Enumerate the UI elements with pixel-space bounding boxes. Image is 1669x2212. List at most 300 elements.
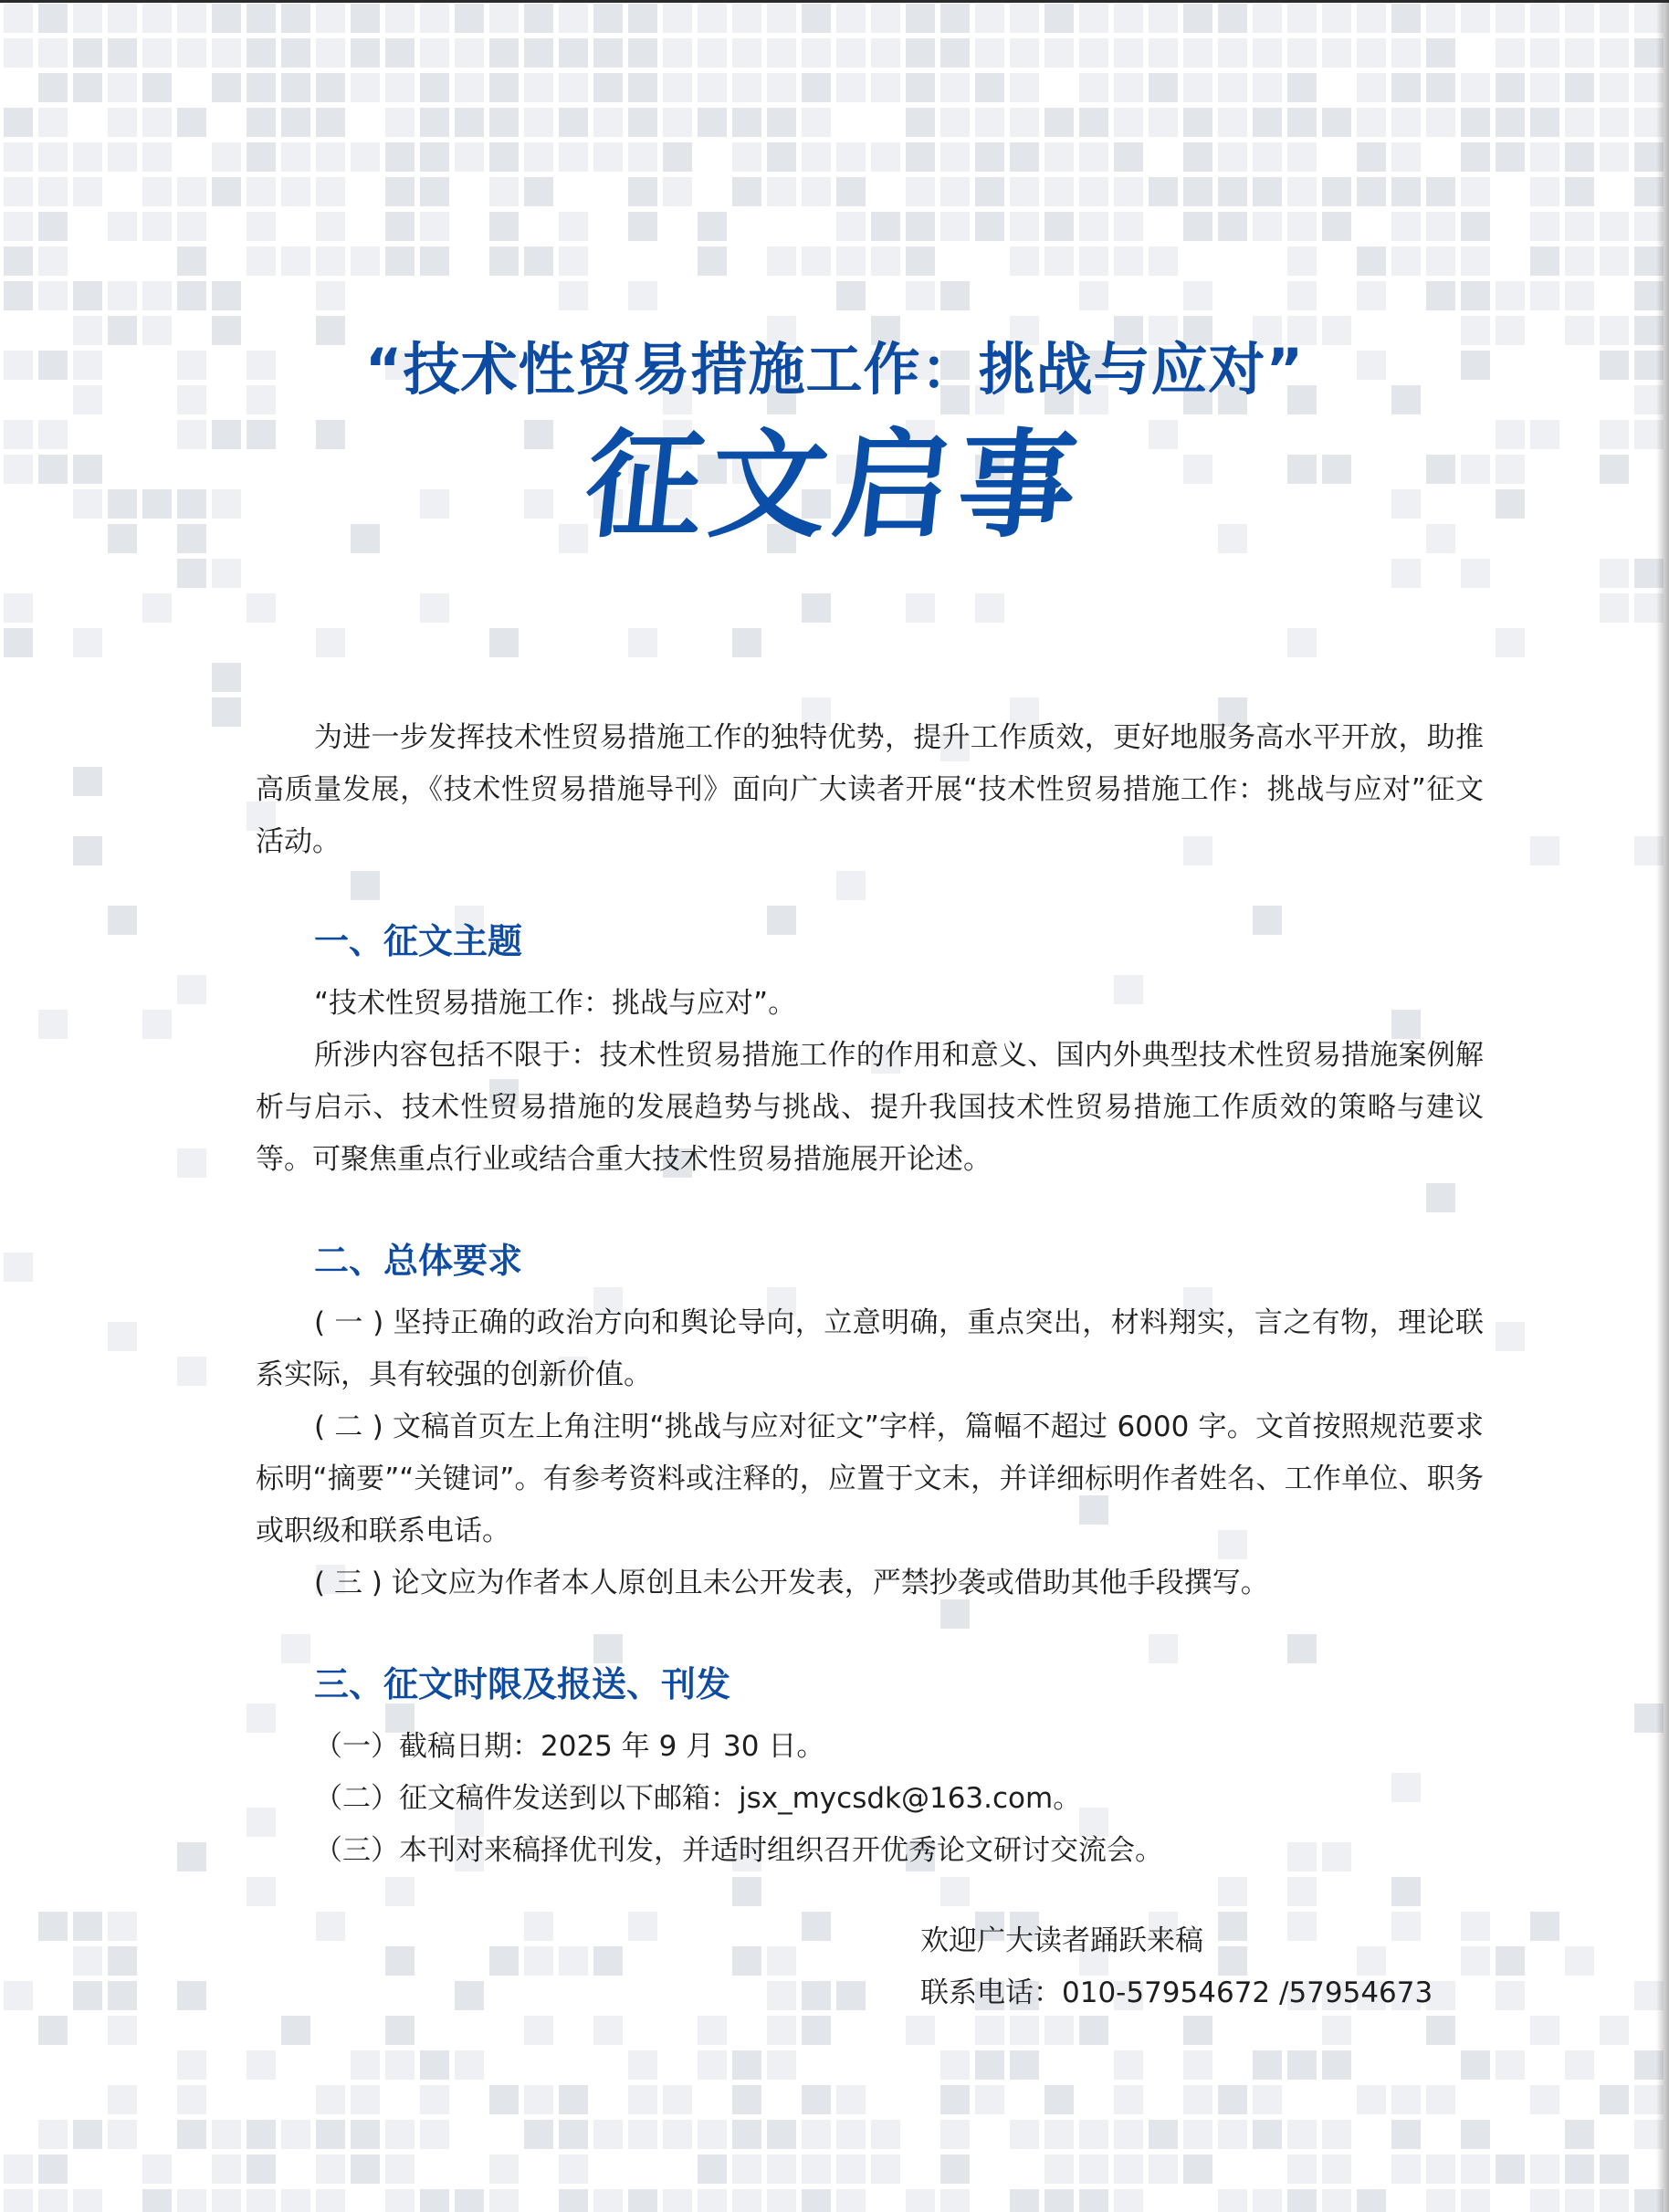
bg-tile (385, 2016, 415, 2045)
bg-tile (559, 1946, 588, 1976)
bg-tile (73, 142, 102, 172)
bg-tile (1010, 108, 1039, 137)
section-heading-requirements: 二、总体要求 (314, 1241, 523, 1281)
bg-tile (593, 2189, 623, 2212)
bg-tile (4, 4, 33, 33)
bg-tile (1253, 212, 1282, 241)
bg-tile (1044, 2085, 1074, 2114)
bg-tile (732, 1946, 761, 1976)
bg-tile (142, 2189, 172, 2212)
bg-tile (108, 2085, 137, 2114)
bg-tile (871, 246, 900, 276)
bg-tile (975, 2016, 1004, 2045)
bg-tile (489, 1946, 519, 1976)
bg-tile (732, 142, 761, 172)
bg-tile (316, 2085, 345, 2114)
bg-tile (1044, 2016, 1074, 2045)
bg-tile (1287, 628, 1317, 657)
bg-tile (767, 38, 796, 68)
bg-tile (663, 142, 692, 172)
bg-tile (212, 2120, 241, 2149)
bg-tile (1287, 281, 1317, 310)
bg-tile (1079, 38, 1108, 68)
bg-tile (385, 2189, 415, 2212)
bg-tile (1565, 142, 1594, 172)
bg-tile (1287, 177, 1317, 206)
bg-tile (455, 142, 484, 172)
bg-tile (247, 2189, 276, 2212)
bg-tile (1496, 1981, 1525, 2010)
bg-tile (420, 593, 449, 623)
bg-tile (698, 2016, 727, 2045)
bg-tile (351, 73, 380, 102)
bg-tile (871, 2154, 900, 2184)
bg-tile (1496, 38, 1525, 68)
bg-tile (1426, 73, 1455, 102)
bg-tile (767, 142, 796, 172)
contact-phone: 联系电话：010-57954672 /57954673 (920, 1976, 1433, 2009)
bg-tile (38, 38, 68, 68)
bg-tile (1218, 2120, 1247, 2149)
bg-tile (351, 2050, 380, 2080)
bg-tile (1079, 73, 1108, 102)
bg-tile (177, 975, 206, 1004)
bg-tile (108, 2016, 137, 2045)
bg-tile (316, 628, 345, 657)
bg-tile (281, 2016, 310, 2045)
bg-tile (1079, 177, 1108, 206)
bg-tile (489, 212, 519, 241)
bg-tile (628, 2120, 657, 2149)
bg-tile (871, 2120, 900, 2149)
bg-tile (4, 177, 33, 206)
bg-tile (142, 4, 172, 33)
bg-tile (316, 108, 345, 137)
bg-tile (1183, 177, 1212, 206)
bg-tile (1461, 281, 1490, 310)
section-heading-theme: 一、征文主题 (314, 921, 523, 961)
bg-tile (1496, 628, 1525, 657)
bg-tile (802, 142, 831, 172)
bg-tile (4, 142, 33, 172)
bg-tile (73, 177, 102, 206)
bg-tile (1461, 212, 1490, 241)
bg-tile (1287, 212, 1317, 241)
bg-tile (1496, 2154, 1525, 2184)
bg-tile (1426, 212, 1455, 241)
bg-tile (732, 177, 761, 206)
bg-tile (1010, 2050, 1039, 2080)
bg-tile (940, 2154, 970, 2184)
bg-tile (1461, 4, 1490, 33)
bg-tile (142, 142, 172, 172)
bg-tile (1391, 1877, 1421, 1906)
bg-tile (4, 281, 33, 310)
bg-tile (247, 177, 276, 206)
bg-tile (906, 212, 935, 241)
bg-tile (698, 2120, 727, 2149)
bg-tile (732, 4, 761, 33)
bg-tile (73, 1946, 102, 1976)
bg-tile (975, 38, 1004, 68)
bg-tile (489, 2085, 519, 2114)
bg-tile (663, 177, 692, 206)
bg-tile (767, 2016, 796, 2045)
bg-tile (1461, 2050, 1490, 2080)
bg-tile (38, 281, 68, 310)
bg-tile (1079, 2154, 1108, 2184)
bg-tile (906, 38, 935, 68)
bg-tile (212, 38, 241, 68)
bg-tile (628, 2085, 657, 2114)
bg-tile (1600, 246, 1629, 276)
bg-tile (420, 142, 449, 172)
bg-tile (559, 2085, 588, 2114)
bg-tile (836, 212, 866, 241)
bg-tile (1079, 2120, 1108, 2149)
bg-tile (1044, 108, 1074, 137)
bg-tile (524, 1946, 553, 1976)
bg-tile (38, 2120, 68, 2149)
bg-tile (489, 142, 519, 172)
bg-tile (1010, 177, 1039, 206)
bg-tile (1253, 73, 1282, 102)
bg-tile (73, 4, 102, 33)
bg-tile (455, 2050, 484, 2080)
bg-tile (940, 2085, 970, 2114)
bg-tile (836, 142, 866, 172)
bg-tile (975, 4, 1004, 33)
bg-tile (1322, 2189, 1351, 2212)
bg-tile (1600, 108, 1629, 137)
bg-tile (1218, 142, 1247, 172)
bg-tile (1391, 108, 1421, 137)
bg-tile (767, 177, 796, 206)
bg-tile (524, 4, 553, 33)
bg-tile (1530, 73, 1559, 102)
bg-tile (1600, 142, 1629, 172)
bg-tile (489, 628, 519, 657)
bg-tile (732, 2085, 761, 2114)
bg-tile (247, 108, 276, 137)
bg-tile (628, 4, 657, 33)
bg-tile (524, 1912, 553, 1941)
bg-tile (767, 108, 796, 137)
bg-tile (1044, 2120, 1074, 2149)
bg-tile (142, 2154, 172, 2184)
bg-tile (1149, 108, 1178, 137)
bg-tile (108, 281, 137, 310)
bg-tile (1114, 212, 1143, 241)
bg-tile (73, 836, 102, 865)
bg-tile (212, 2154, 241, 2184)
bg-tile (108, 4, 137, 33)
bg-tile (940, 1877, 970, 1906)
bg-tile (73, 2120, 102, 2149)
bg-tile (802, 38, 831, 68)
bg-tile (385, 38, 415, 68)
bg-tile (767, 2154, 796, 2184)
bg-tile (524, 2120, 553, 2149)
bg-tile (871, 212, 900, 241)
bg-tile (351, 2120, 380, 2149)
bg-tile (524, 246, 553, 276)
bg-tile (1114, 142, 1143, 172)
bg-tile (73, 628, 102, 657)
bg-tile (940, 2120, 970, 2149)
bg-tile (247, 246, 276, 276)
bg-tile (1322, 2154, 1351, 2184)
bg-tile (1426, 2154, 1455, 2184)
bg-tile (385, 2154, 415, 2184)
bg-tile (1496, 142, 1525, 172)
bg-tile (940, 2050, 970, 2080)
bg-tile (1461, 2120, 1490, 2149)
bg-tile (802, 2154, 831, 2184)
bg-tile (732, 73, 761, 102)
bg-tile (802, 1912, 831, 1941)
bg-tile (1079, 2189, 1108, 2212)
bg-tile (1010, 73, 1039, 102)
bg-tile (1357, 2189, 1386, 2212)
bg-tile (212, 697, 241, 727)
bg-tile (732, 38, 761, 68)
bg-tile (38, 2189, 68, 2212)
bg-tile (1287, 2189, 1317, 2212)
bg-tile (698, 2050, 727, 2080)
bg-tile (1357, 4, 1386, 33)
bg-tile (1600, 212, 1629, 241)
bg-tile (4, 628, 33, 657)
bg-tile (316, 2120, 345, 2149)
bg-tile (4, 246, 33, 276)
bg-tile (73, 281, 102, 310)
bg-tile (767, 2120, 796, 2149)
bg-tile (628, 142, 657, 172)
bg-tile (1010, 2189, 1039, 2212)
bg-tile (351, 38, 380, 68)
bg-tile (628, 212, 657, 241)
bg-tile (732, 1877, 761, 1906)
bg-tile (1530, 2085, 1559, 2114)
bg-tile (524, 73, 553, 102)
bg-tile (108, 212, 137, 241)
bg-tile (1183, 2050, 1212, 2080)
bg-tile (1496, 1946, 1525, 1976)
bg-tile (1322, 4, 1351, 33)
bg-tile (420, 2120, 449, 2149)
bg-tile (524, 108, 553, 137)
bg-tile (1287, 2154, 1317, 2184)
bg-tile (385, 2120, 415, 2149)
bg-tile (1565, 212, 1594, 241)
bg-tile (212, 177, 241, 206)
bg-tile (1079, 281, 1108, 310)
bg-tile (1044, 2189, 1074, 2212)
bg-tile (663, 38, 692, 68)
bg-tile (1600, 559, 1629, 588)
bg-tile (1287, 142, 1317, 172)
bg-tile (385, 2050, 415, 2080)
bg-tile (663, 4, 692, 33)
bg-tile (1391, 73, 1421, 102)
bg-tile (247, 2154, 276, 2184)
page-subtitle: “技术性贸易措施工作：挑战与应对” (364, 336, 1305, 403)
bg-tile (593, 1946, 623, 1976)
bg-tile (142, 73, 172, 102)
bg-tile (836, 38, 866, 68)
bg-tile (767, 1946, 796, 1976)
bg-tile (108, 1322, 137, 1351)
bg-tile (975, 2050, 1004, 2080)
bg-tile (1183, 2154, 1212, 2184)
bg-tile (1391, 2154, 1421, 2184)
bg-tile (420, 2050, 449, 2080)
bg-tile (1565, 73, 1594, 102)
bg-tile (524, 38, 553, 68)
bg-tile (142, 108, 172, 137)
bg-tile (906, 4, 935, 33)
bg-tile (1218, 212, 1247, 241)
bg-tile (906, 281, 935, 310)
bg-tile (1114, 108, 1143, 137)
bg-tile (1322, 2120, 1351, 2149)
bg-tile (802, 2189, 831, 2212)
page-title: 征文启事 (579, 418, 1090, 554)
bg-tile (871, 73, 900, 102)
section-paragraph: ( 一 ) 坚持正确的政治方向和舆论导向，立意明确，重点突出，材料翔实，言之有物，理论联系实际，具有较强的创新价值。 (256, 1306, 1484, 1391)
bg-tile (559, 2154, 588, 2184)
bg-tile (1530, 108, 1559, 137)
bg-tile (767, 246, 796, 276)
bg-tile (1253, 2050, 1282, 2080)
bg-tile (1600, 593, 1629, 623)
bg-tile (1461, 177, 1490, 206)
bg-tile (38, 108, 68, 137)
bg-tile (108, 1981, 137, 2010)
bg-tile (1600, 2189, 1629, 2212)
bg-tile (559, 246, 588, 276)
bg-tile (732, 2120, 761, 2149)
bg-tile (628, 2189, 657, 2212)
bg-tile (628, 177, 657, 206)
bg-tile (420, 38, 449, 68)
bg-tile (247, 38, 276, 68)
bg-tile (385, 4, 415, 33)
bg-tile (1218, 2189, 1247, 2212)
bg-tile (455, 4, 484, 33)
bg-tile (559, 4, 588, 33)
bg-tile (1461, 142, 1490, 172)
bg-tile (177, 2085, 206, 2114)
bg-tile (1010, 38, 1039, 68)
bg-tile (559, 38, 588, 68)
bg-tile (802, 246, 831, 276)
bg-tile (559, 2189, 588, 2212)
bg-tile (455, 38, 484, 68)
bg-tile (1010, 212, 1039, 241)
bg-tile (108, 1946, 137, 1976)
bg-tile (1322, 38, 1351, 68)
bg-tile (1600, 4, 1629, 33)
bg-tile (4, 2189, 33, 2212)
bg-tile (212, 2189, 241, 2212)
bg-tile (385, 212, 415, 241)
bg-tile (4, 593, 33, 623)
bg-tile (281, 4, 310, 33)
bg-tile (1218, 38, 1247, 68)
bg-tile (316, 38, 345, 68)
bg-tile (142, 593, 172, 623)
bg-tile (385, 73, 415, 102)
bg-tile (1461, 1912, 1490, 1941)
bg-tile (906, 142, 935, 172)
bg-tile (698, 38, 727, 68)
right-edge-shadow (1656, 0, 1669, 2212)
bg-tile (247, 593, 276, 623)
bg-tile (1114, 2085, 1143, 2114)
bg-tile (1253, 38, 1282, 68)
bg-tile (524, 2016, 553, 2045)
bg-tile (1565, 2154, 1594, 2184)
bg-tile (1461, 246, 1490, 276)
intro-paragraph: 为进一步发挥技术性贸易措施工作的独特优势，提升工作质效，更好地服务高水平开放，助推高质量发展，《技术性贸易措施导刊》面向广大读者开展“技术性贸易措施工作：挑战与应对”征文活动。 (256, 721, 1484, 858)
bg-tile (1426, 2085, 1455, 2114)
bg-tile (1496, 1322, 1525, 1351)
bg-tile (247, 1877, 276, 1906)
bg-tile (1530, 836, 1559, 865)
bg-tile (593, 2016, 623, 2045)
bg-tile (1322, 2016, 1351, 2045)
bg-tile (177, 108, 206, 137)
body-content (256, 712, 1484, 1877)
bg-tile (906, 593, 935, 623)
bg-tile (663, 2189, 692, 2212)
bg-tile (247, 73, 276, 102)
bg-tile (1253, 2189, 1282, 2212)
bg-tile (455, 73, 484, 102)
bg-tile (836, 4, 866, 33)
bg-tile (1079, 4, 1108, 33)
bg-tile (1183, 212, 1212, 241)
bg-tile (559, 108, 588, 137)
bg-tile (38, 1010, 68, 1039)
bg-tile (1357, 73, 1386, 102)
bg-tile (1461, 2189, 1490, 2212)
bg-tile (420, 4, 449, 33)
bg-tile (385, 108, 415, 137)
bg-tile (1183, 2085, 1212, 2114)
section-paragraph: （二）征文稿件发送到以下邮箱：jsx_mycsdk@163.com。 (314, 1782, 1082, 1815)
bg-tile (1461, 1946, 1490, 1976)
bg-tile (1426, 4, 1455, 33)
bg-tile (177, 4, 206, 33)
bg-tile (1010, 246, 1039, 276)
bg-tile (316, 2154, 345, 2184)
bg-tile (1079, 2016, 1108, 2045)
bg-tile (1079, 212, 1108, 241)
bg-tile (975, 2085, 1004, 2114)
bg-tile (593, 2120, 623, 2149)
bg-tile (698, 2189, 727, 2212)
bg-tile (1565, 38, 1594, 68)
bg-tile (1565, 281, 1594, 310)
bg-tile (420, 2189, 449, 2212)
bg-tile (351, 4, 380, 33)
bg-tile (1183, 38, 1212, 68)
bg-tile (420, 246, 449, 276)
bg-tile (316, 4, 345, 33)
